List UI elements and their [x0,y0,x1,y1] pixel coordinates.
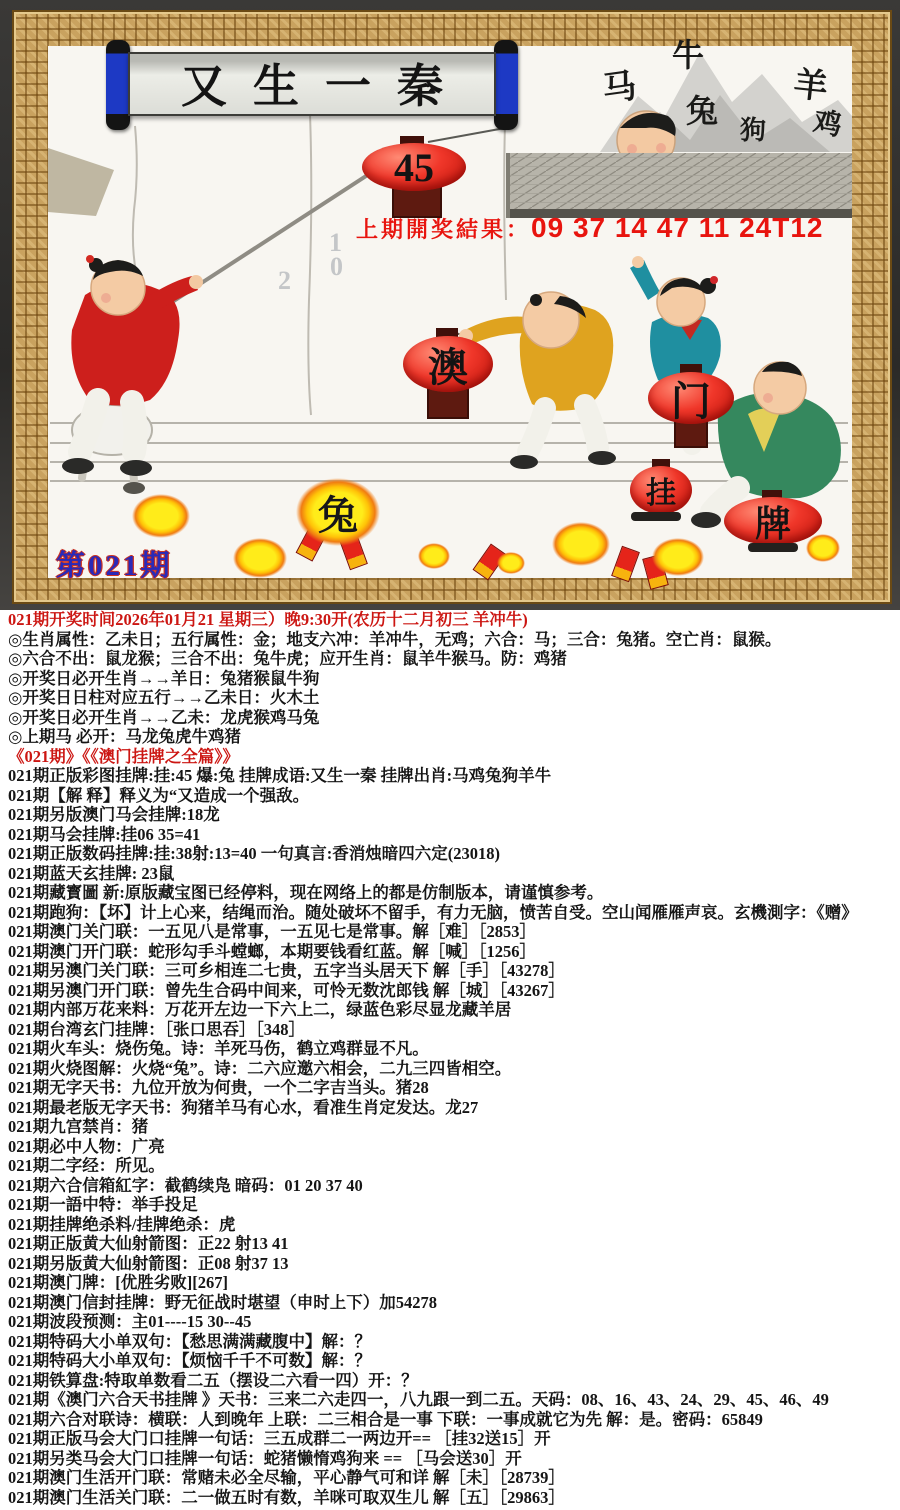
lantern-char-men [648,372,734,424]
info-line: 021期台湾玄门挂牌：［张口思吞］［348］ [8,1019,305,1039]
lantern-number-text: 45 [394,144,434,190]
info-line: 021期另类马会大门口挂牌一句话：蛇猪懒惰鸡狗来 == ［马会送30］开 [8,1448,522,1468]
info-line: 021期澳门关门联：一五见八是常事，一五见七是常事。解［难］［2853］ [8,922,536,941]
info-line: ◎上期马 必开：马龙兔虎牛鸡猪 [8,727,242,746]
firecracker-burst-rabbit [296,478,380,546]
info-line: 021期澳门生活开门联：常赌未必全尽输，平心静气可和详 解［未］［28739］ [8,1468,565,1487]
firecracker-burst [233,538,287,578]
zodiac-char-rabbit: 兔 [686,93,719,129]
info-line: 021期铁算盘:特取单数看二五（摆设二六看一四）开：？ [8,1370,418,1390]
info-line: 021期正版黄大仙射箭图：正22 射13 41 [8,1234,289,1253]
info-line: 021期二字经：所见。 [8,1156,165,1175]
info-line: ◎六合不出：鼠龙猴；三合不出：兔牛虎；应开生肖：鼠羊牛猴马。防：鸡猪 [8,649,567,668]
lantern-char-ao [403,336,493,392]
banner-title: 又生一秦 [181,61,469,112]
info-line: 021期澳门信封挂牌：野无征战时堪望（申时上下）加54278 [8,1292,437,1312]
info-line: 021期火烧图解：火烧“兔”。诗：二六应邀六相会，二九三四皆相空。 [8,1058,512,1078]
zodiac-char-goat: 羊 [791,66,830,107]
lantern-stand [631,512,681,521]
firecracker-burst [418,543,450,569]
info-line: 021期最老版无字天书：狗猪羊马有心水，看准生肖定发达。龙27 [8,1097,479,1117]
info-line: 021期另版澳门马会挂牌:18龙 [8,805,220,824]
burst-char-rabbit: 兔 [318,492,358,538]
info-lines [0,610,900,1507]
firecracker-burst [552,522,610,566]
lantern-char-gua [630,466,692,514]
previous-result-numbers: 09 37 14 47 11 24T12 [531,212,824,243]
lantern-number [362,143,466,191]
info-line: 021期正版数码挂牌:挂:38射:13=40 一句真言:香消烛暗四六定(23018) [8,844,500,863]
firecracker-burst [497,552,525,574]
lantern-stand [748,543,798,552]
info-line: 021期波段预测：主01----15 30--45 [8,1312,252,1331]
poster-illustration [0,0,900,610]
info-line: 021期马会挂牌:挂06 35=41 [8,824,201,844]
zodiac-char-rooster: 鸡 [811,106,845,143]
info-line: 021期开奖时间2026年01月21 星期三）晚9:30开(农历十二月初三 羊冲牛) [8,610,528,629]
lantern-char: 挂 [646,477,676,510]
thatch-eave [48,148,114,216]
previous-result-line [356,212,823,244]
lantern-char: 澳 [428,344,468,390]
lantern-char: 门 [671,378,711,424]
watermark-digit: 0 [330,252,343,281]
info-line: 021期特码大小单双句：【烦恼千千不可数】解：？ [8,1351,371,1370]
firecracker-burst [806,534,840,562]
info-line: 021期特码大小单双句：【愁思满满藏腹中】解：？ [8,1331,371,1351]
lantern-char-pai [724,497,822,545]
zodiac-char-ox: 牛 [672,37,705,73]
info-line: ◎生肖属性：乙未日；五行属性：金；地支六冲：羊冲牛，无鸡；六合：马；三合：兔猪。空亡肖：鼠猴。 [8,629,782,649]
info-line: 021期《澳门六合天书挂牌 》天书：三来二六走四一，八九跟一到二五。天码：08、16、43、24、29、45、46、49 [8,1390,829,1409]
info-line: 021期九宫禁肖：猪 [8,1117,149,1136]
firecracker-burst [132,494,190,538]
info-line: 021期必中人物：广亮 [8,1136,165,1156]
info-line: 021期澳门开门联：蛇形勾手斗螳螂，本期要钱看红蓝。解［喊］［1256］ [8,941,536,961]
info-line: 021期另澳门开门联：曾先生合码中间来，可怜无数沈郎钱 解［城］［43267］ [8,980,565,1000]
info-line: 021期另澳门关门联：三可乡相连二七贵，五字当头居天下 解［手］［43278］ [8,961,565,980]
info-line: ◎开奖日必开生肖→→乙未：龙虎猴鸡马兔 [8,707,320,727]
info-line: 021期藏寳圖 新:原版藏宝图已经停料，现在网络上的都是仿制版本，请谨慎参考。 [8,883,604,902]
info-line: 021期正版马会大门口挂牌一句话：三五成群二一两边开== ［挂32送15］开 [8,1429,551,1448]
watermark-digit: 1 [329,228,342,257]
zodiac-char-horse: 马 [600,67,639,110]
info-line: 021期蓝天玄挂牌: 23鼠 [8,863,175,883]
issue-label: 第021期 [56,550,173,582]
tiled-roof [506,153,852,218]
scroll-banner [106,40,518,130]
zodiac-char-dog: 狗 [740,116,767,145]
info-line: ◎开奖日日柱对应五行→→乙未日：火木土 [8,688,320,707]
info-line: ◎开奖日必开生肖→→羊日：兔猪猴鼠牛狗 [8,668,320,688]
previous-result-label: 上期開奖結果： [356,217,532,242]
info-line: 021期正版彩图挂牌:挂:45 爆:兔 挂牌成语:又生一秦 挂牌出肖:马鸡兔狗羊牛 [8,766,552,785]
lantern-char: 牌 [754,503,791,544]
info-line: 021期跑狗：【坏】计上心来，结绳而治。随处破坏不留手，有力无脑，愤苦自受。空山闻雁雁声哀。玄機測字：《赠》 [8,902,858,922]
firecracker-burst [652,538,704,576]
info-line: 021期六合对联诗：横联：人到晚年 上联：二三相合是一事 下联：一事成就它为先 解：是。密码：65849 [8,1409,763,1429]
lantern-tassel-box [427,388,469,419]
info-line: 021期【解 释】释义为“又造成一个强敌。 [8,785,310,805]
info-line: 021期澳门牌：[优胜劣败][267] [8,1273,228,1292]
info-line: 021期无字天书：九位开放为何贵，一个二字吉当头。猪28 [8,1078,429,1097]
info-line: 021期澳门生活关门联：二一做五时有数，羊咪可取双生儿 解［五］［29863］ [8,1487,565,1507]
info-line: 021期挂牌绝杀料/挂牌绝杀：虎 [8,1214,236,1234]
info-line: 021期另版黄大仙射箭图：正08 射37 13 [8,1253,289,1273]
watermark-digit: 2 [278,266,291,295]
info-line: 021期内部万花来料：万花开左边一下六上二，绿蓝色彩尽显龙藏羊居 [8,1000,512,1019]
info-line: 021期六合信箱紅字：截鹤续凫 暗码：01 20 37 40 [8,1175,363,1195]
info-line: 021期一語中特：举手投足 [8,1195,198,1214]
info-line: 《021期》《《澳门挂牌之全篇》》 [8,746,239,766]
info-line: 021期火车头：烧伤兔。诗：羊死马伤，鹤立鸡群显不凡。 [8,1039,429,1058]
